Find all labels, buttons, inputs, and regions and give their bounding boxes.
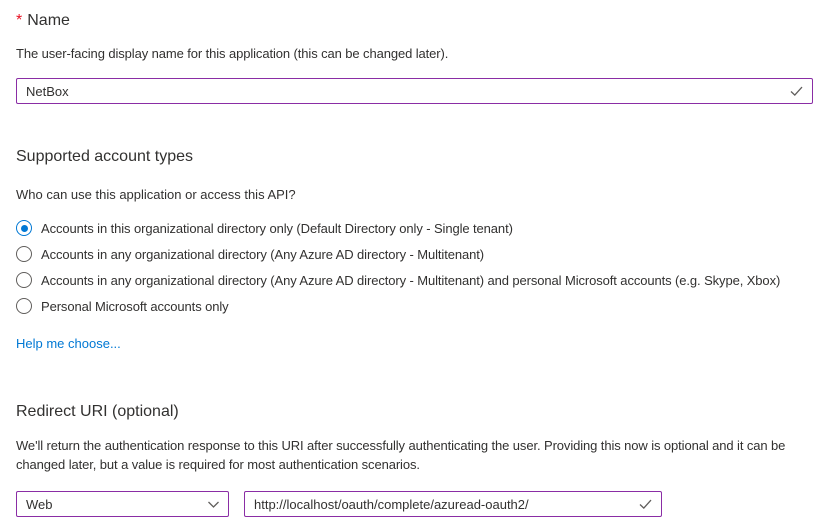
chevron-down-icon <box>207 498 220 511</box>
name-input[interactable] <box>17 79 812 103</box>
radio-option-label: Personal Microsoft accounts only <box>41 298 229 314</box>
radio-option-label: Accounts in any organizational directory (Any Azure AD directory - Multitenant) <box>41 246 484 262</box>
radio-option-multitenant[interactable] <box>16 241 813 267</box>
account-types-radio-group <box>16 215 813 319</box>
radio-button-icon[interactable] <box>16 272 32 288</box>
radio-button-icon[interactable] <box>16 220 32 236</box>
radio-option-multitenant-personal[interactable] <box>16 267 813 293</box>
redirect-uri-controls <box>16 491 813 517</box>
checkmark-icon <box>638 497 653 512</box>
platform-select-value: Web <box>26 496 53 512</box>
checkmark-icon <box>789 84 804 99</box>
account-types-title: Supported account types <box>16 148 194 165</box>
platform-select[interactable] <box>16 491 229 517</box>
name-section-title <box>16 11 813 31</box>
radio-button-icon[interactable] <box>16 246 32 262</box>
radio-option-personal-only[interactable] <box>16 293 813 319</box>
radio-option-label: Accounts in this organizational directory only (Default Directory only - Single tenant) <box>41 220 513 236</box>
redirect-uri-title: Redirect URI (optional) <box>16 403 179 420</box>
redirect-uri-description: We'll return the authentication response to this URI after successfully authenticating the user. Providing this now is optional and it can be changed later, but a value is required for most authentication scenarios. <box>16 438 786 472</box>
name-section-title-text: Name <box>27 12 70 29</box>
redirect-uri-input[interactable] <box>245 492 661 516</box>
name-input-wrapper <box>16 78 813 104</box>
radio-option-single-tenant[interactable] <box>16 215 813 241</box>
name-description: The user-facing display name for this application (this can be changed later). <box>16 46 449 61</box>
required-marker: * <box>16 12 23 29</box>
account-types-question: Who can use this application or access this API? <box>16 187 296 202</box>
radio-option-label: Accounts in any organizational directory (Any Azure AD directory - Multitenant) and personal Microsoft accounts (e.g. Skype, Xbox) <box>41 272 781 288</box>
radio-button-icon[interactable] <box>16 298 32 314</box>
redirect-uri-input-wrapper <box>244 491 662 517</box>
help-me-choose-link[interactable]: Help me choose... <box>16 336 121 351</box>
